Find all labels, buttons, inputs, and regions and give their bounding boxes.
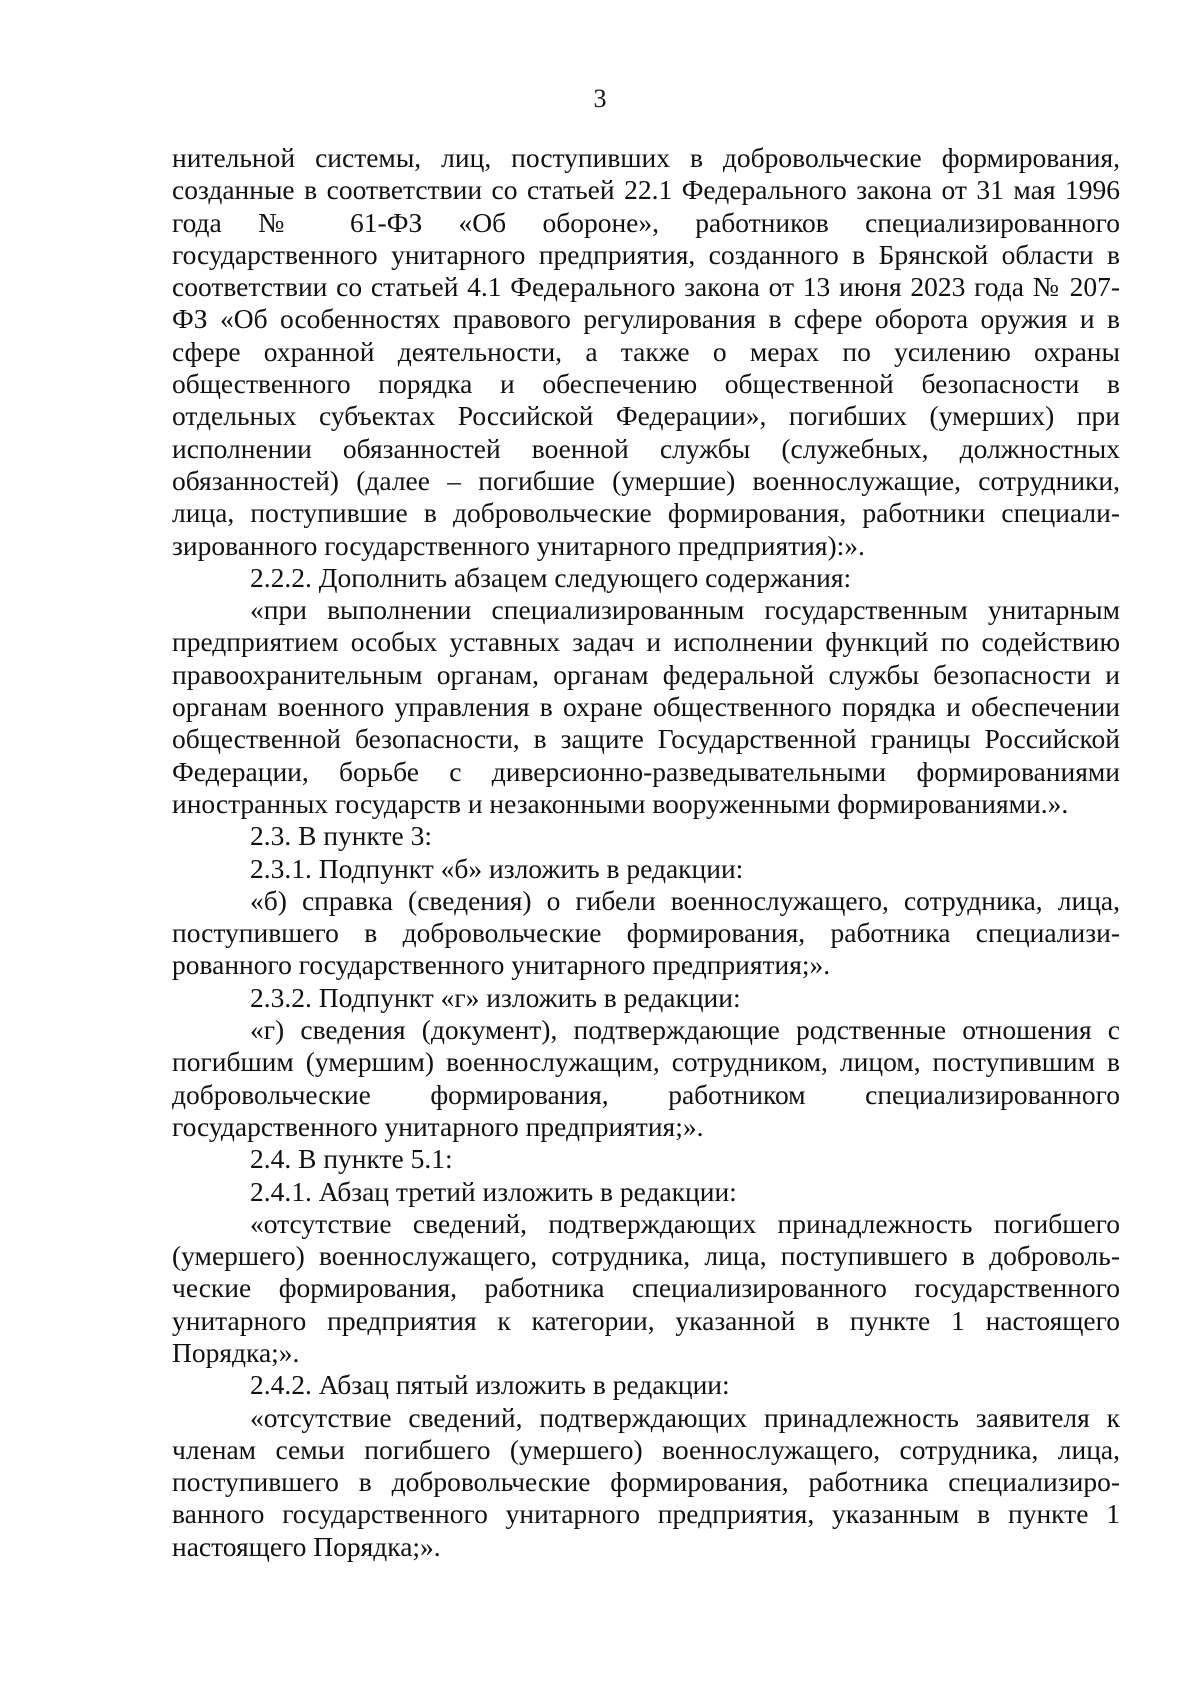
paragraph-2-3-2-heading: 2.3.2. Подпункт «г» изложить в редакции: xyxy=(250,981,741,1013)
paragraph-2-4-1-heading: 2.4.1. Абзац третий изложить в редакции: xyxy=(250,1175,737,1207)
paragraph-2-4-1-text: «отсутствие сведений, подтверждающих принадлежность погибшего (умершего) военнослужащего, сотрудника, лица, поступившего в добровольческие формирования, работника специализированного государственного унитарного предприятия к категории, указанной в пункте 1 настоящего Порядка;». xyxy=(172,1207,1120,1368)
paragraph-2-2-2-heading: 2.2.2. Дополнить абзацем следующего содержания: xyxy=(250,561,852,593)
paragraph-2-4-heading: 2.4. В пункте 5.1: xyxy=(250,1143,453,1175)
paragraph-2-2-2-text: «при выполнении специализированным государственным унитарным предприятием особых уставных задач и исполнении функций по содействию правоохранительным органам, органам федеральной службы безопасности и органам военного управления в охране общественного порядка и обеспечении общественной безопасности, в защите Государственной границы Российской Федерации, борьбе с диверсионно-разведывательными формированиями иностранных государств и незаконными вооруженными формированиями.». xyxy=(172,594,1120,819)
paragraph-2-4-2-text: «отсутствие сведений, подтверждающих принадлежность заявителя к членам семьи погибшего (умершего) военнослужащего, сотрудника, лица, поступившего в добровольческие формирования, работника специализированного государственного унитарного предприятия, указанным в пункте 1 настоящего Порядка;». xyxy=(172,1401,1120,1562)
paragraph-2-3-2-text: «г) сведения (документ), подтверждающие родственные отношения с погибшим (умершим) военнослужащим, сотрудником, лицом, поступившим в добровольческие формирования, работником специализированного государственного унитарного предприятия;». xyxy=(172,1014,1120,1142)
paragraph-continuation: нительной системы, лиц, поступивших в добровольческие формирования, созданные в соответствии со статьей 22.1 Федерального закона от 31 мая 1996 года № 61-ФЗ «Об обороне», работников специализированного государственного унитарного предприятия, созданного в Брянской области в соответствии со статьей 4.1 Федерального закона от 13 июня 2023 года № 207-ФЗ «Об особенностях правового регулирования в сфере оборота оружия и в сфере охранной деятельности, а также о мерах по усилению охраны общественного порядка и обеспечению общественной безопасности в отдельных субъектах Российской Федерации», погибших (умерших) при исполнении обязанностей военной службы (служебных, должностных обязанностей) (далее – погибшие (умершие) военнослужащие, сотрудники, лица, поступившие в добровольческие формирования, работники специализированного государственного унитарного предприятия):». xyxy=(172,142,1120,561)
document-body xyxy=(172,142,1120,1563)
paragraph-2-4-2-heading: 2.4.2. Абзац пятый изложить в редакции: xyxy=(250,1369,730,1401)
paragraph-2-3-1-text: «б) справка (сведения) о гибели военнослужащего, сотрудника, лица, поступившего в добровольческие формирования, работника специализированного государственного унитарного предприятия;». xyxy=(172,884,1120,981)
paragraph-2-3-1-heading: 2.3.1. Подпункт «б» изложить в редакции: xyxy=(250,852,744,884)
page-number: 3 xyxy=(593,84,607,113)
paragraph-2-3-heading: 2.3. В пункте 3: xyxy=(250,820,433,852)
